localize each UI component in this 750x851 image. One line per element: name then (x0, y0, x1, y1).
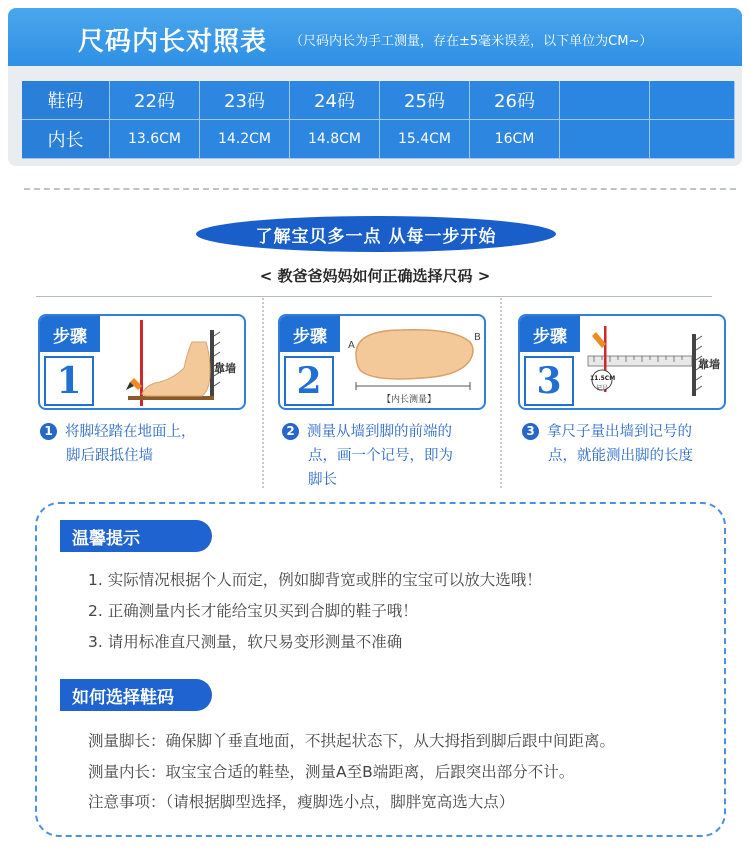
intro-banner-text: 了解宝贝多一点 从每一步开始 (255, 226, 497, 247)
step-tag: 步骤 (520, 316, 580, 352)
intro-banner (196, 216, 556, 252)
size-chart-title: 尺码内长对照表 (78, 27, 268, 57)
how-item: 测量脚长：确保脚丫垂直地面，不拱起状态下，从大拇指到脚后跟中间距离。 (88, 732, 616, 750)
row-label-length: 内长 (22, 120, 110, 159)
length-cell: 15.4CM (380, 120, 470, 159)
size-cell-empty (560, 81, 650, 120)
step-tag: 步骤 (280, 316, 340, 352)
step-description-3 (522, 420, 693, 468)
ruler-mark-label: 记号 (595, 385, 608, 392)
point-b-label: B (474, 332, 481, 343)
how-item: 测量内长：取宝宝合适的鞋垫，测量A至B端距离，后跟突出部分不计。 (88, 763, 575, 781)
step-text-line: 点，画一个记号，即为 (308, 448, 453, 464)
size-cell: 23码 (200, 81, 290, 120)
step-tag: 步骤 (40, 316, 100, 352)
guide-subtitle: < 教爸爸妈妈如何正确选择尺码 > (259, 267, 491, 285)
step-number: 3 (524, 356, 574, 406)
size-cell-empty (650, 81, 735, 120)
length-cell-empty (650, 120, 735, 159)
step-description-1 (40, 420, 196, 468)
wall-label: 靠墙 (214, 362, 236, 375)
step-description-2 (282, 420, 453, 492)
insole-measure-label: 【内长测量】 (382, 395, 437, 405)
step-text-line: 脚长 (308, 472, 337, 488)
step-text-line: 将脚轻踏在地面上， (65, 424, 196, 440)
size-cell: 24码 (290, 81, 380, 120)
length-cell: 16CM (470, 120, 560, 159)
length-cell: 14.8CM (290, 120, 380, 159)
guide-divider (36, 296, 712, 297)
step-separator (262, 298, 264, 488)
size-chart-note: （尺码内长为手工测量，存在±5毫米误差，以下单位为CM~） (290, 34, 653, 49)
ruler-mark-value: 11.5CM (590, 375, 616, 382)
tip-item: 1. 实际情况根据个人而定，例如脚背宽或胖的宝宝可以放大选哦！ (88, 571, 542, 589)
step-text-line: 测量从墙到脚的前端的 (307, 424, 452, 440)
row-label-size: 鞋码 (22, 81, 110, 120)
size-cell: 25码 (380, 81, 470, 120)
step-bullet-icon: 3 (522, 423, 539, 440)
step-card-2 (278, 314, 486, 410)
step-card-1 (38, 314, 246, 410)
section-divider (24, 188, 736, 190)
size-cell: 22码 (110, 81, 200, 120)
step-text-line: 脚后跟抵住墙 (66, 448, 153, 464)
how-item: 注意事项：（请根据脚型选择，瘦脚选小点，脚胖宽高选大点） (88, 793, 515, 811)
step-number: 2 (284, 356, 334, 406)
step-text-line: 拿尺子量出墙到记号的 (547, 424, 692, 440)
step-bullet-icon: 2 (282, 423, 299, 440)
size-cell: 26码 (470, 81, 560, 120)
step-bullet-icon: 1 (40, 423, 57, 440)
step-number: 1 (44, 356, 94, 406)
size-chart-header (8, 8, 742, 66)
tips-title: 温馨提示 (60, 520, 212, 552)
tip-item: 2. 正确测量内长才能给宝贝买到合脚的鞋子哦！ (88, 602, 418, 620)
how-to-choose-title: 如何选择鞋码 (60, 679, 212, 711)
step-text-line: 点，就能测出脚的长度 (548, 448, 693, 464)
length-cell: 13.6CM (110, 120, 200, 159)
length-cell: 14.2CM (200, 120, 290, 159)
step-card-3 (518, 314, 726, 410)
step-separator (500, 298, 502, 488)
wall-label: 靠墙 (698, 358, 720, 371)
point-a-label: A (348, 340, 355, 351)
tips-box (35, 502, 726, 837)
size-chart-panel (8, 8, 742, 166)
tip-item: 3. 请用标准直尺测量，软尺易变形测量不准确 (88, 633, 403, 651)
length-cell-empty (560, 120, 650, 159)
size-table (22, 81, 735, 159)
